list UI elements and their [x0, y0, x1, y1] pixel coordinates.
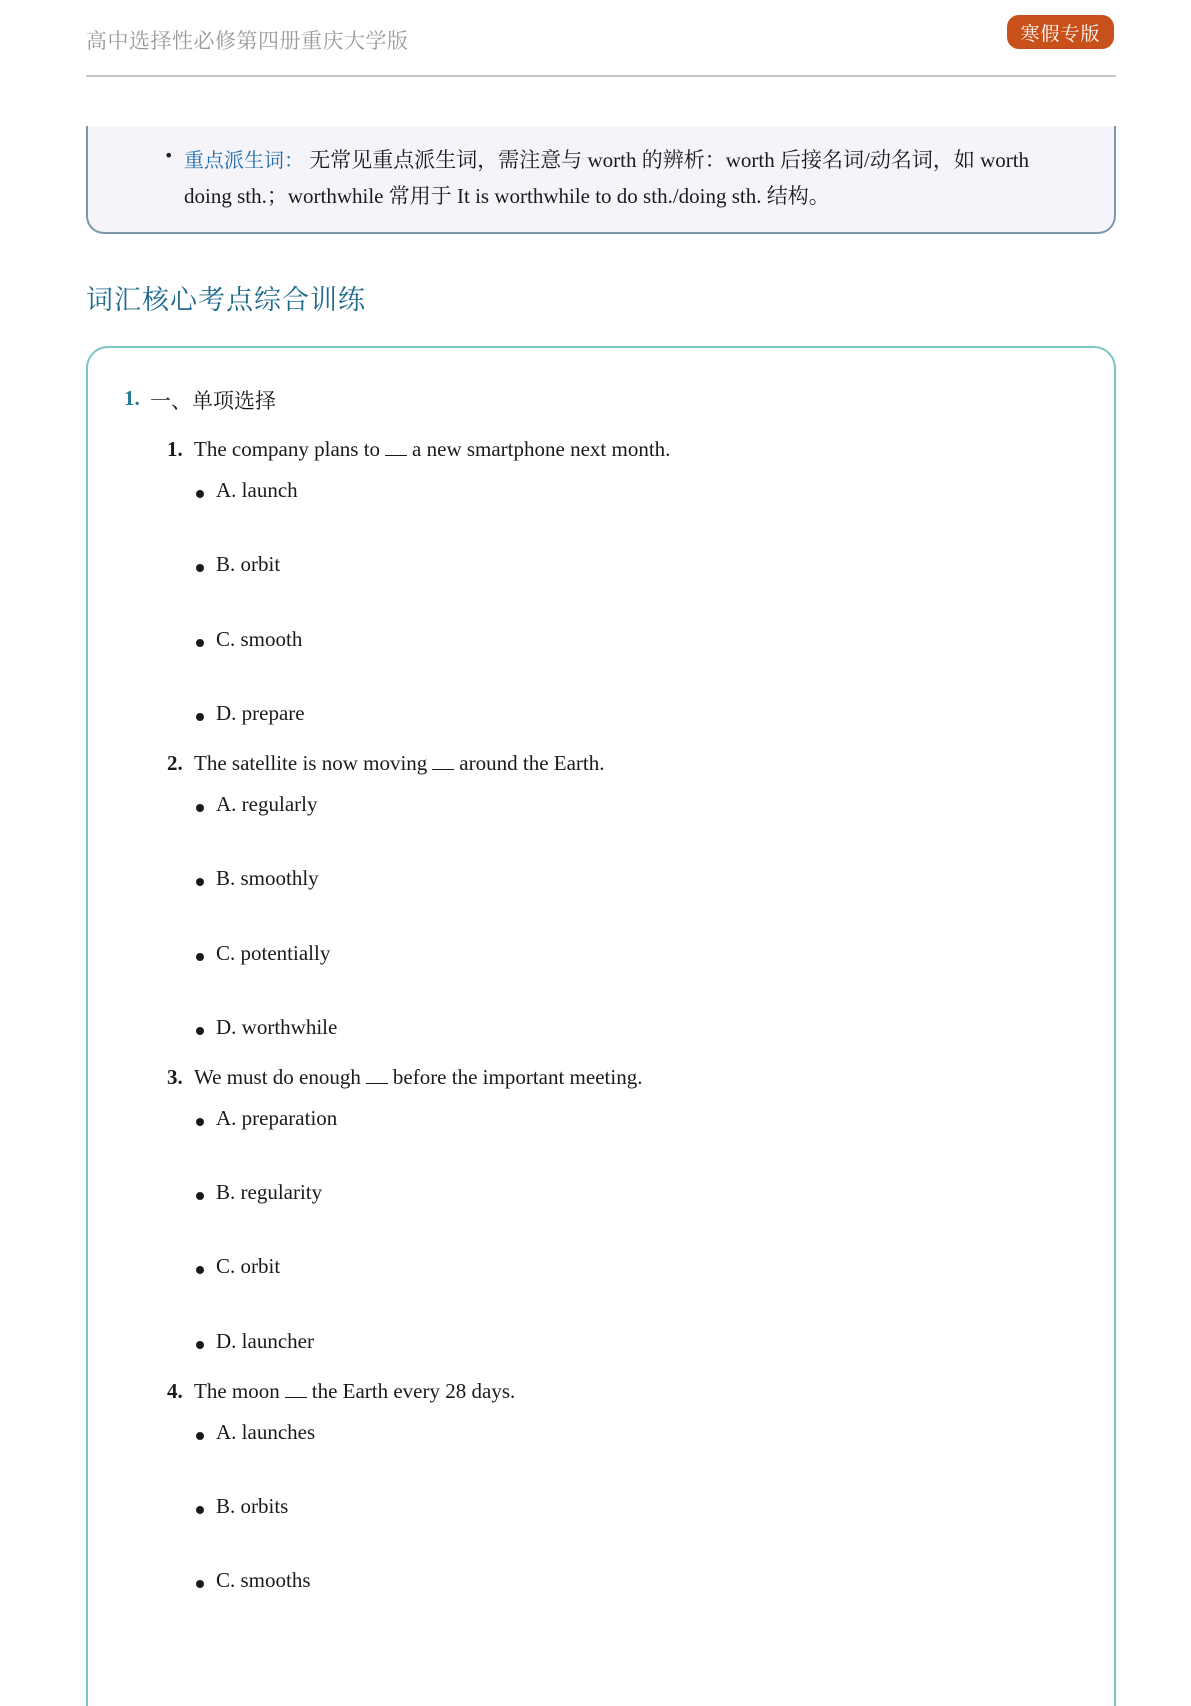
option: B. orbits: [216, 1494, 289, 1518]
option: C. smooth: [216, 627, 303, 651]
question-text-before: The company plans to: [194, 437, 381, 461]
bullet-icon: [196, 490, 204, 498]
option: B. regularity: [216, 1180, 323, 1204]
bullet-icon: [196, 1192, 204, 1200]
option: D. launcher: [216, 1329, 314, 1353]
bullet-icon: [196, 1118, 204, 1126]
bullet-icon: [196, 1341, 204, 1349]
question-number: 2.: [167, 751, 183, 775]
bullet-icon: [196, 953, 204, 961]
bullet-icon: [196, 713, 204, 721]
option: B. smoothly: [216, 866, 319, 890]
option: A. regularly: [216, 792, 318, 816]
header-divider: [86, 75, 1116, 77]
question-text: [194, 1379, 515, 1404]
bullet-icon: •: [164, 146, 174, 165]
question-text-before: The moon: [194, 1379, 280, 1403]
bullet-icon: [196, 1506, 204, 1514]
part-number: 1.: [124, 386, 140, 410]
question-text-before: The satellite is now moving: [194, 751, 428, 775]
option: C. orbit: [216, 1254, 281, 1278]
option: C. smooths: [216, 1568, 311, 1592]
question-number: 4.: [167, 1379, 183, 1403]
bullet-icon: [196, 1027, 204, 1035]
option: D. worthwhile: [216, 1015, 338, 1039]
bullet-icon: [196, 878, 204, 886]
note-box: [86, 126, 1116, 234]
option: D. prepare: [216, 701, 305, 725]
option: A. preparation: [216, 1106, 338, 1130]
note-label: 重点派生词：: [184, 148, 304, 172]
question-text-after: a new smartphone next month.: [412, 437, 671, 461]
question-text: [194, 751, 605, 776]
answer-blank: [432, 755, 454, 770]
option: A. launch: [216, 478, 298, 502]
question-text: [194, 1065, 642, 1090]
question-text-after: before the important meeting.: [392, 1065, 643, 1089]
bullet-icon: [196, 804, 204, 812]
note-line-1: 无常见重点派生词，需注意与 worth 的辨析：worth 后接名词/动名词，如 worth: [309, 148, 1030, 172]
bullet-icon: [196, 639, 204, 647]
answer-blank: [385, 441, 407, 456]
answer-blank: [366, 1069, 388, 1084]
question-text-after: around the Earth.: [459, 751, 605, 775]
question-text-after: the Earth every 28 days.: [311, 1379, 516, 1403]
part-title: 一、单项选择: [150, 389, 276, 413]
question-number: 3.: [167, 1065, 183, 1089]
question-number: 1.: [167, 437, 183, 461]
option: B. orbit: [216, 552, 281, 576]
option: C. potentially: [216, 941, 331, 965]
exercise-box: [86, 346, 1116, 1706]
bullet-icon: [196, 1266, 204, 1274]
bullet-icon: [196, 1580, 204, 1588]
edition-badge: 寒假专版: [1007, 15, 1114, 49]
bullet-icon: [196, 564, 204, 572]
question-text-before: We must do enough: [194, 1065, 361, 1089]
question-text: [194, 437, 670, 462]
note-line-2: doing sth.；worthwhile 常用于 It is worthwhile to do sth./doing sth. 结构。: [184, 184, 830, 208]
note-text: [184, 142, 1084, 214]
section-title: 词汇核心考点综合训练: [86, 285, 366, 316]
bullet-icon: [196, 1432, 204, 1440]
option: A. launches: [216, 1420, 316, 1444]
document-header-title: 高中选择性必修第四册重庆大学版: [86, 29, 409, 53]
answer-blank: [285, 1383, 307, 1398]
